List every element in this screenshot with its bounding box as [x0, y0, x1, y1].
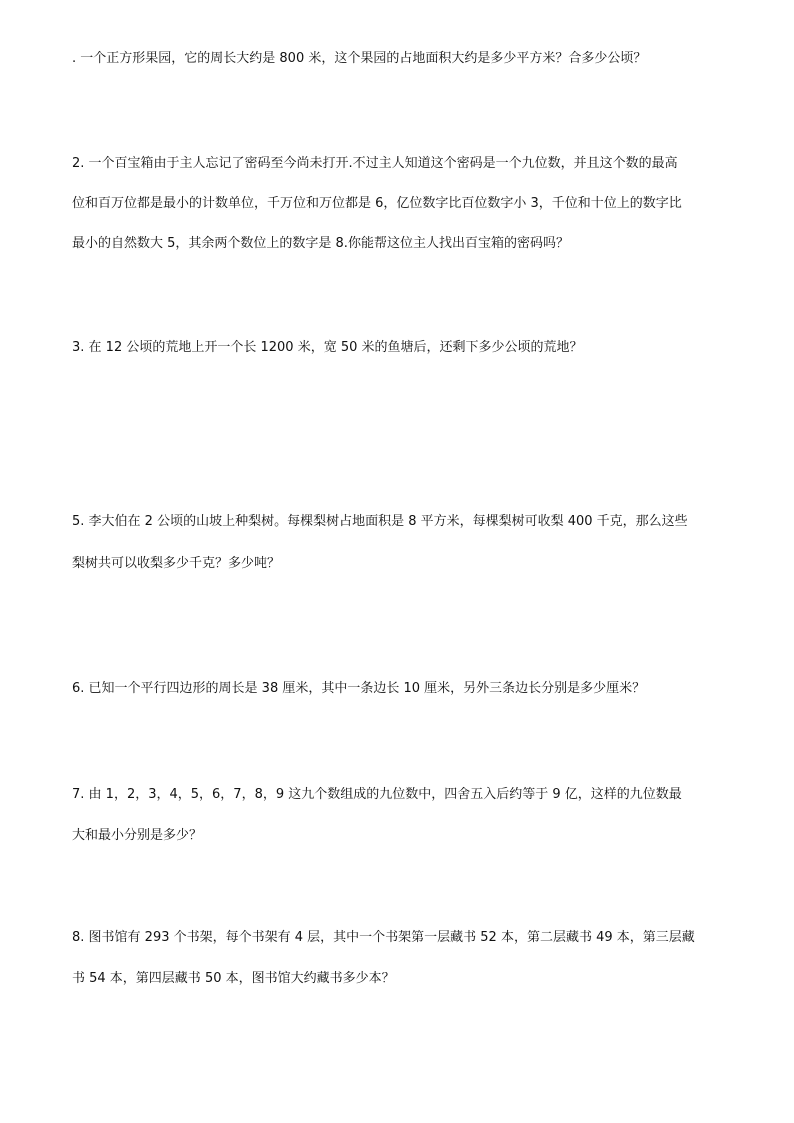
- problem-8-text-line-2: 书 54 本，第四层藏书 50 本，图书馆大约藏书多少本？: [72, 971, 395, 986]
- problem-2-text-line-3: 最小的自然数大 5，其余两个数位上的数字是 8.你能帮这位主人找出百宝箱的密码吗？: [72, 236, 569, 251]
- problem-5-text-line-1: 5. 李大伯在 2 公顷的山坡上种梨树。每棵梨树占地面积是 8 平方米，每棵梨树可收梨 400 千克，那么这些: [72, 514, 688, 529]
- problem-2-text-line-2: 位和百万位都是最小的计数单位，千万位和万位都是 6，亿位数字比百位数字小 3，千位和十位上的数字比: [72, 196, 682, 211]
- problem-7-text-line-1: 7. 由 1，2，3，4，5，6，7，8，9 这九个数组成的九位数中，四舍五入后约等于 9 亿，这样的九位数最: [72, 787, 682, 802]
- problem-2-text-line-1: 2. 一个百宝箱由于主人忘记了密码至今尚未打开.不过主人知道这个密码是一个九位数，并且这个数的最高: [72, 156, 678, 171]
- problem-1-text-line-1: . 一个正方形果园，它的周长大约是 800 米，这个果园的占地面积大约是多少平方米？合多少公顷？: [72, 51, 647, 66]
- problem-5-text-line-2: 梨树共可以收梨多少千克？多少吨？: [72, 556, 281, 571]
- problem-3-text-line-1: 3. 在 12 公顷的荒地上开一个长 1200 米，宽 50 米的鱼塘后，还剩下多少公顷的荒地？: [72, 340, 583, 355]
- problem-7-text-line-2: 大和最小分别是多少？: [72, 828, 203, 843]
- problem-8-text-line-1: 8. 图书馆有 293 个书架，每个书架有 4 层，其中一个书架第一层藏书 52 本，第二层藏书 49 本，第三层藏: [72, 930, 695, 945]
- problem-6-text-line-1: 6. 已知一个平行四边形的周长是 38 厘米，其中一条边长 10 厘米，另外三条边长分别是多少厘米？: [72, 681, 646, 696]
